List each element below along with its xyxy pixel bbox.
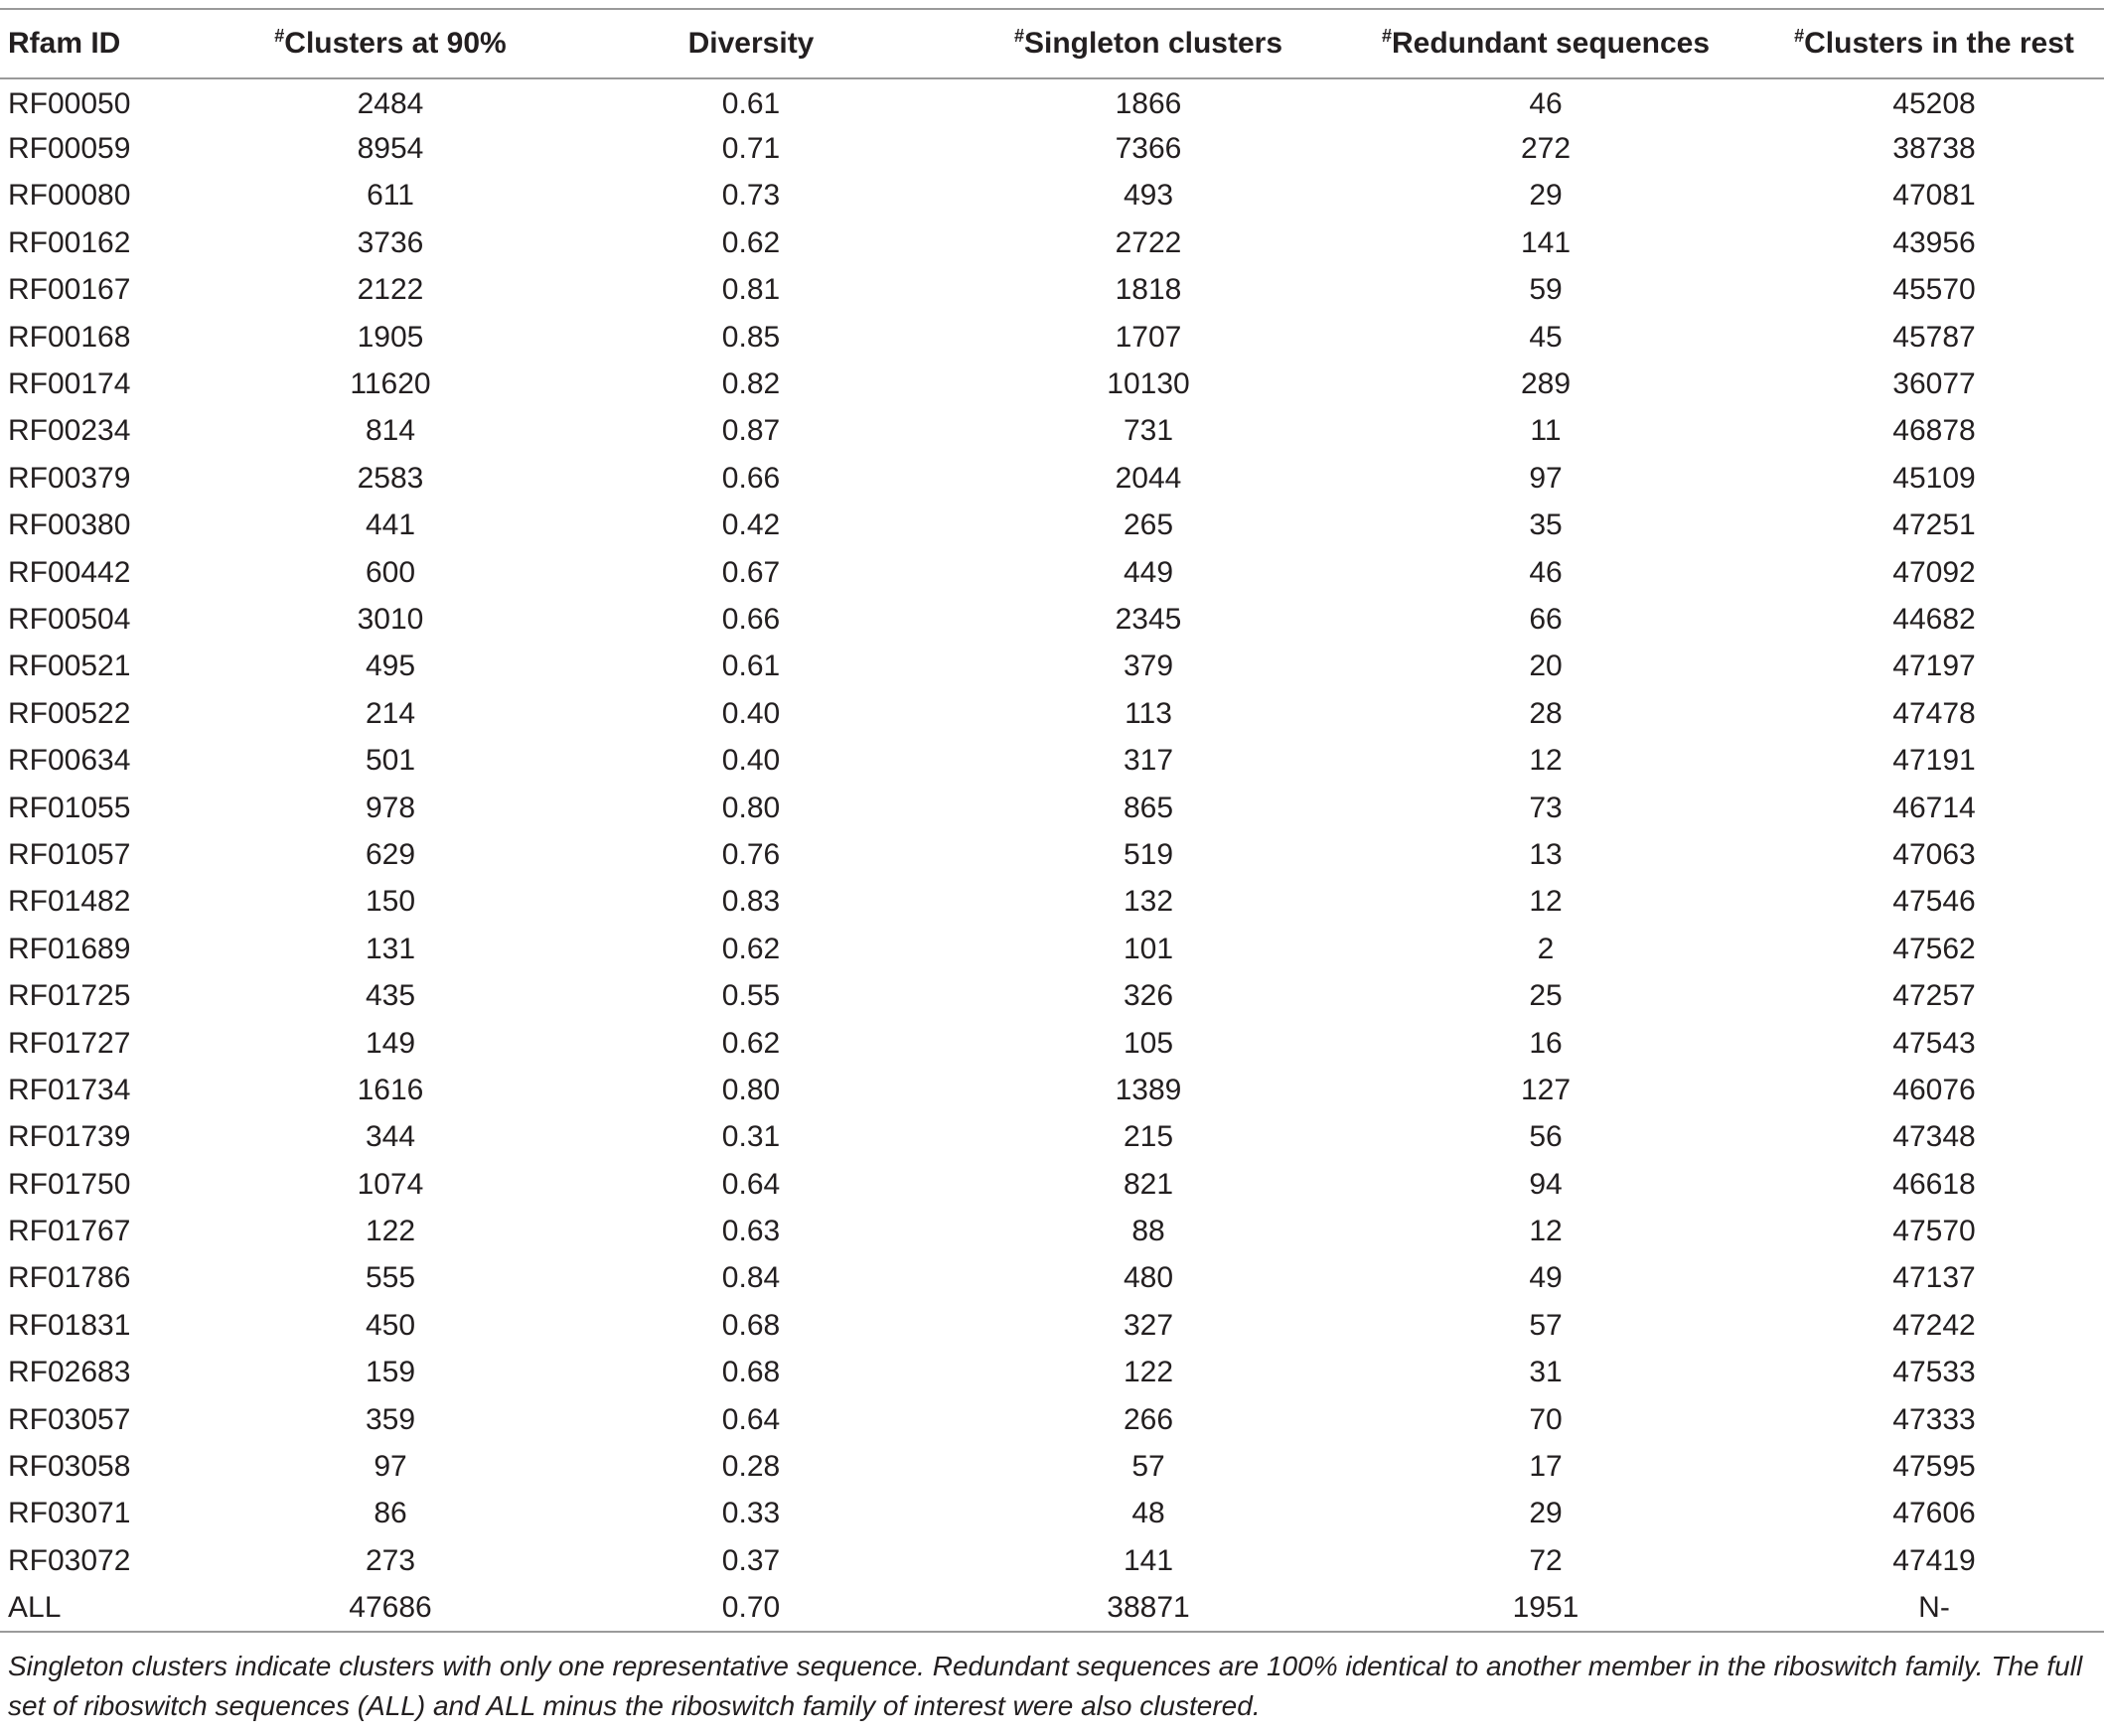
table-cell: 101 [1123, 932, 1174, 965]
table-cell: 45787 [1892, 320, 1976, 354]
table-cell: 0.40 [721, 744, 781, 778]
column-header-label: Rfam ID [8, 27, 121, 60]
rfam-id-cell: RF01725 [8, 979, 131, 1013]
table-cell: 1905 [357, 320, 424, 354]
table-cell: 0.85 [721, 320, 781, 354]
table-cell: 289 [1520, 367, 1572, 401]
table-row [0, 267, 2104, 314]
table-cell: 150 [365, 885, 416, 919]
table-cell: 29 [1529, 1497, 1563, 1530]
table-cell: 47063 [1892, 837, 1976, 871]
table-cell: 0.62 [721, 1026, 781, 1060]
table-row [0, 503, 2104, 549]
table-row [0, 1396, 2104, 1443]
table-cell: 0.68 [721, 1308, 781, 1342]
table-row [0, 1208, 2104, 1254]
column-header [532, 9, 970, 78]
table-cell: 12 [1529, 744, 1563, 778]
table-cell: 36077 [1892, 367, 1976, 401]
table-cell: 25 [1529, 979, 1563, 1013]
table-cell: 265 [1123, 508, 1174, 542]
table-cell: 0.63 [721, 1215, 781, 1248]
table-cell: 113 [1125, 696, 1172, 730]
rfam-id-cell: RF00174 [8, 367, 131, 401]
table-cell: 0.81 [721, 273, 781, 307]
table-cell: 45109 [1892, 461, 1976, 495]
table-cell: 814 [365, 414, 416, 448]
table-cell: 46 [1529, 87, 1563, 121]
table-cell: 2122 [357, 273, 424, 307]
table-cell: 600 [365, 555, 416, 589]
table-cell: 47137 [1892, 1261, 1976, 1295]
table-cell: 16 [1529, 1026, 1563, 1060]
rfam-id-cell: RF00521 [8, 650, 131, 683]
column-header-label: Redundant sequences [1391, 27, 1711, 60]
table-row [0, 125, 2104, 172]
table-cell: 1818 [1115, 273, 1182, 307]
table-cell: 214 [365, 696, 416, 730]
table-cell: 47419 [1892, 1543, 1976, 1577]
table-cell: 0.82 [721, 367, 781, 401]
table-cell: 519 [1123, 837, 1174, 871]
table-cell: 88 [1131, 1215, 1165, 1248]
table-cell: 501 [365, 744, 416, 778]
rfam-id-cell: RF00059 [8, 132, 131, 166]
table-cell: 435 [365, 979, 416, 1013]
table-cell: 29 [1529, 179, 1563, 213]
table-cell: 17 [1529, 1450, 1563, 1484]
table-cell: 47191 [1892, 744, 1976, 778]
table-cell: 0.80 [721, 791, 781, 824]
table-cell: 43956 [1892, 225, 1976, 259]
table-cell: 12 [1529, 1215, 1563, 1248]
count-marker: # [1794, 26, 1805, 46]
table-cell: 555 [365, 1261, 416, 1295]
header-row [0, 9, 2104, 78]
table-cell: 47595 [1892, 1450, 1976, 1484]
table-cell: 8954 [357, 132, 424, 166]
table-cell: 0.70 [532, 1585, 970, 1632]
table-cell: 1951 [1327, 1585, 1764, 1632]
table-cell: 46076 [1892, 1073, 1976, 1106]
table-cell: 46714 [1892, 791, 1976, 824]
table-cell: 0.61 [721, 87, 781, 121]
table-cell: 47562 [1892, 932, 1976, 965]
column-header-label: Singleton clusters [1023, 27, 1283, 60]
table-cell: 1389 [1115, 1073, 1182, 1106]
table-cell: 46618 [1892, 1167, 1976, 1201]
table-cell: 1866 [1115, 87, 1182, 121]
table-cell: 86 [374, 1497, 407, 1530]
rfam-id-cell: RF01734 [8, 1073, 131, 1106]
rfam-id-cell: RF01055 [8, 791, 131, 824]
table-cell: 2722 [1115, 225, 1182, 259]
table-cell: 94 [1529, 1167, 1563, 1201]
table-cell: 266 [1123, 1402, 1174, 1436]
rfam-id-cell: RF00050 [8, 87, 131, 121]
rfam-id-cell: RF01689 [8, 932, 131, 965]
table-cell: 493 [1123, 179, 1174, 213]
table-cell: 3010 [357, 602, 424, 636]
count-marker: # [1013, 26, 1024, 46]
table-cell: 0.76 [721, 837, 781, 871]
table-cell: 38738 [1892, 132, 1976, 166]
column-header [248, 9, 532, 78]
table-cell: 127 [1520, 1073, 1572, 1106]
table-row [0, 1537, 2104, 1584]
table-cell: 44682 [1892, 602, 1976, 636]
table-cell: 611 [367, 179, 414, 213]
table-cell: 327 [1123, 1308, 1174, 1342]
table-cell: 359 [365, 1402, 416, 1436]
table-cell: 66 [1529, 602, 1563, 636]
table-cell: 495 [365, 650, 416, 683]
table-cell: 0.62 [721, 932, 781, 965]
table-row [0, 690, 2104, 737]
table-row [0, 644, 2104, 690]
table-cell: 45570 [1892, 273, 1976, 307]
table-row [0, 1491, 2104, 1537]
table-cell: 47478 [1892, 696, 1976, 730]
table-row [0, 1255, 2104, 1302]
table-row [0, 972, 2104, 1019]
table-cell: 13 [1529, 837, 1563, 871]
table-row [0, 1020, 2104, 1067]
table-row [0, 1302, 2104, 1349]
table-body [0, 78, 2104, 1632]
table-cell: 0.71 [721, 132, 781, 166]
table-row [0, 1350, 2104, 1396]
rfam-id-cell: ALL [0, 1585, 248, 1632]
table-cell: 57 [1529, 1308, 1563, 1342]
table-cell: 0.31 [721, 1120, 781, 1154]
table-cell: 379 [1123, 650, 1174, 683]
table-cell: 47533 [1892, 1356, 1976, 1389]
count-marker: # [1381, 26, 1392, 46]
clustering-table [0, 8, 2104, 1633]
count-marker: # [274, 26, 285, 46]
table-cell: 0.40 [721, 696, 781, 730]
table-cell: 72 [1529, 1543, 1563, 1577]
table-cell: 131 [365, 932, 416, 965]
table-cell: N- [1764, 1585, 2104, 1632]
rfam-id-cell: RF00167 [8, 273, 131, 307]
table-row [0, 737, 2104, 784]
table-cell: 47348 [1892, 1120, 1976, 1154]
table-cell: 449 [1123, 555, 1174, 589]
table-cell: 865 [1123, 791, 1174, 824]
table-cell: 2 [1537, 932, 1555, 965]
rfam-id-cell: RF01750 [8, 1167, 131, 1201]
table-cell: 978 [365, 791, 416, 824]
table-cell: 35 [1529, 508, 1563, 542]
rfam-id-cell: RF00504 [8, 602, 131, 636]
table-cell: 0.66 [721, 461, 781, 495]
table-cell: 0.64 [721, 1402, 781, 1436]
table-cell: 45 [1529, 320, 1563, 354]
table-cell: 47546 [1892, 885, 1976, 919]
table-row [0, 361, 2104, 407]
table-cell: 1616 [357, 1073, 424, 1106]
table-row [0, 219, 2104, 266]
table-row [0, 314, 2104, 361]
table-cell: 480 [1123, 1261, 1174, 1295]
table-cell: 149 [365, 1026, 416, 1060]
table-cell: 0.67 [721, 555, 781, 589]
column-header [1327, 9, 1764, 78]
table-row [0, 549, 2104, 596]
table-cell: 47333 [1892, 1402, 1976, 1436]
rfam-id-cell: RF00634 [8, 744, 131, 778]
table-cell: 2484 [357, 87, 424, 121]
table-row [0, 831, 2104, 878]
table-cell: 0.87 [721, 414, 781, 448]
table-cell: 70 [1529, 1402, 1563, 1436]
table-cell: 2345 [1115, 602, 1182, 636]
table-cell: 159 [365, 1356, 416, 1389]
rfam-id-cell: RF01739 [8, 1120, 131, 1154]
table-cell: 97 [374, 1450, 407, 1484]
table-cell: 47570 [1892, 1215, 1976, 1248]
rfam-id-cell: RF00522 [8, 696, 131, 730]
table-row [0, 173, 2104, 219]
table-cell: 31 [1529, 1356, 1563, 1389]
table-cell: 344 [365, 1120, 416, 1154]
table-cell: 141 [1520, 225, 1572, 259]
table-cell: 73 [1529, 791, 1563, 824]
table-cell: 47251 [1892, 508, 1976, 542]
table-cell: 11 [1530, 414, 1562, 448]
table-cell: 141 [1123, 1543, 1174, 1577]
table-cell: 46 [1529, 555, 1563, 589]
table-row [0, 1585, 2104, 1632]
column-header-label: Clusters at 90% [284, 27, 507, 60]
table-cell: 47092 [1892, 555, 1976, 589]
table-cell: 47242 [1892, 1308, 1976, 1342]
table-cell: 821 [1123, 1167, 1174, 1201]
table-cell: 0.55 [721, 979, 781, 1013]
rfam-id-cell: RF00380 [8, 508, 131, 542]
table-cell: 273 [365, 1543, 416, 1577]
table-cell: 0.61 [721, 650, 781, 683]
table-row [0, 879, 2104, 926]
table-cell: 326 [1123, 979, 1174, 1013]
table-cell: 0.64 [721, 1167, 781, 1201]
table-cell: 0.28 [721, 1450, 781, 1484]
table-cell: 0.62 [721, 225, 781, 259]
column-header [970, 9, 1327, 78]
table-cell: 46878 [1892, 414, 1976, 448]
table-row [0, 926, 2104, 972]
table-cell: 1074 [357, 1167, 424, 1201]
table-cell: 3736 [357, 225, 424, 259]
column-header [1764, 9, 2104, 78]
table-cell: 48 [1131, 1497, 1165, 1530]
rfam-id-cell: RF01786 [8, 1261, 131, 1295]
table-row [0, 1443, 2104, 1490]
table-cell: 97 [1529, 461, 1563, 495]
rfam-id-cell: RF03072 [8, 1543, 131, 1577]
table-cell: 10130 [1107, 367, 1190, 401]
rfam-id-cell: RF02683 [8, 1356, 131, 1389]
table-cell: 0.84 [721, 1261, 781, 1295]
table-cell: 122 [365, 1215, 416, 1248]
table-cell: 0.33 [721, 1497, 781, 1530]
table-cell: 56 [1529, 1120, 1563, 1154]
table-cell: 0.37 [721, 1543, 781, 1577]
table-cell: 132 [1123, 885, 1174, 919]
table-row [0, 408, 2104, 455]
table-footnote: Singleton clusters indicate clusters with only one representative sequence. Redundant sequences are 100% identical to another member in the riboswitch family. The full set of riboswitch sequences (ALL) and ALL minus the riboswitch family of interest were also clustered. [8, 1651, 2083, 1721]
table-cell: 272 [1520, 132, 1572, 166]
rfam-id-cell: RF00379 [8, 461, 131, 495]
table-cell: 1707 [1115, 320, 1182, 354]
rfam-id-cell: RF00234 [8, 414, 131, 448]
table-cell: 0.42 [721, 508, 781, 542]
table-cell: 49 [1529, 1261, 1563, 1295]
table-cell: 47686 [248, 1585, 532, 1632]
table-cell: 629 [365, 837, 416, 871]
table-cell: 317 [1123, 744, 1174, 778]
table-cell: 105 [1123, 1026, 1174, 1060]
column-header-label: Diversity [687, 27, 815, 60]
table-cell: 28 [1529, 696, 1563, 730]
rfam-id-cell: RF01767 [8, 1215, 131, 1248]
table-cell: 2044 [1115, 461, 1182, 495]
table-cell: 0.73 [721, 179, 781, 213]
rfam-id-cell: RF00080 [8, 179, 131, 213]
table-cell: 731 [1123, 414, 1174, 448]
rfam-id-cell: RF01482 [8, 885, 131, 919]
table-row [0, 1114, 2104, 1161]
table-cell: 215 [1123, 1120, 1174, 1154]
table-cell: 57 [1131, 1450, 1165, 1484]
table-cell: 2583 [357, 461, 424, 495]
table-cell: 450 [365, 1308, 416, 1342]
rfam-id-cell: RF00442 [8, 555, 131, 589]
rfam-id-cell: RF03071 [8, 1497, 131, 1530]
table-cell: 45208 [1892, 87, 1976, 121]
table-header [0, 9, 2104, 78]
table-cell: 11620 [350, 367, 431, 401]
table-row [0, 1067, 2104, 1113]
rfam-id-cell: RF00168 [8, 320, 131, 354]
table-row [0, 455, 2104, 502]
table-cell: 0.66 [721, 602, 781, 636]
rfam-id-cell: RF00162 [8, 225, 131, 259]
table-cell: 0.68 [721, 1356, 781, 1389]
table-cell: 47606 [1892, 1497, 1976, 1530]
table-row [0, 596, 2104, 643]
table-cell: 0.83 [721, 885, 781, 919]
rfam-id-cell: RF01727 [8, 1026, 131, 1060]
column-header-label: Clusters in the rest [1804, 27, 2074, 60]
table-cell: 38871 [970, 1585, 1327, 1632]
table-row [0, 78, 2104, 125]
table-row [0, 785, 2104, 831]
table-cell: 441 [365, 508, 416, 542]
table-cell: 7366 [1115, 132, 1182, 166]
table-row [0, 1161, 2104, 1208]
table-cell: 122 [1123, 1356, 1174, 1389]
table-cell: 59 [1529, 273, 1563, 307]
table-cell: 47197 [1892, 650, 1976, 683]
table-cell: 47543 [1892, 1026, 1976, 1060]
rfam-id-cell: RF03058 [8, 1450, 131, 1484]
rfam-id-cell: RF01057 [8, 837, 131, 871]
table-cell: 0.80 [721, 1073, 781, 1106]
table-cell: 12 [1529, 885, 1563, 919]
rfam-id-cell: RF01831 [8, 1308, 131, 1342]
table-cell: 47081 [1892, 179, 1976, 213]
table-cell: 47257 [1892, 979, 1976, 1013]
column-header [0, 9, 248, 78]
table-cell: 20 [1529, 650, 1563, 683]
rfam-id-cell: RF03057 [8, 1402, 131, 1436]
